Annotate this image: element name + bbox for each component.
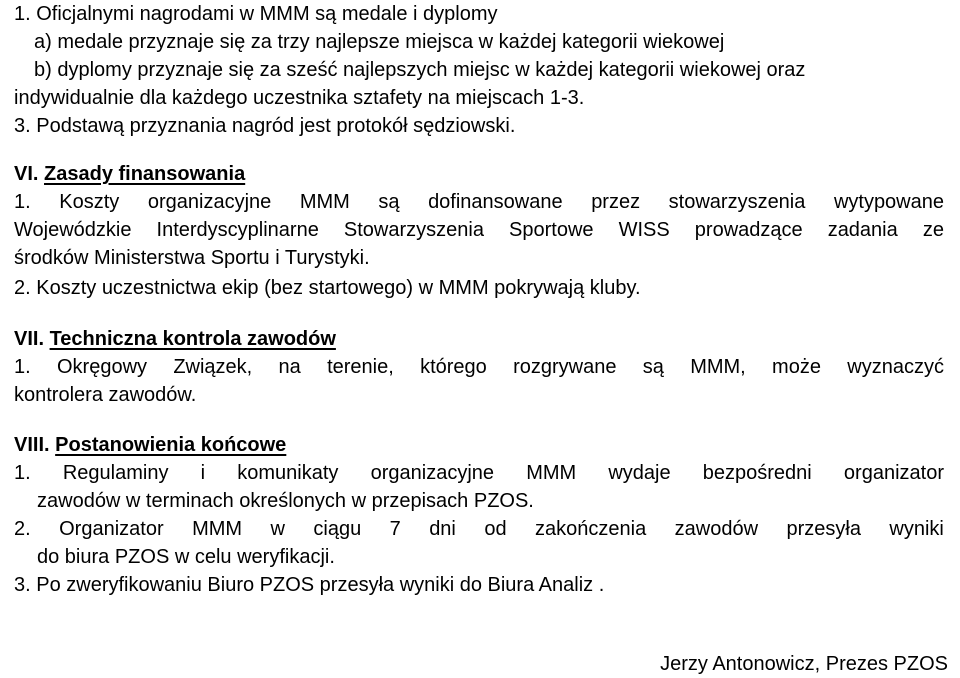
word: Interdyscyplinarne xyxy=(156,219,319,241)
word: dofinansowane xyxy=(428,191,563,213)
word: przesyła xyxy=(786,518,861,540)
word: zawodów xyxy=(674,518,759,540)
word: są xyxy=(642,356,664,378)
list-item: zawodów w terminach określonych w przepisach PZOS. xyxy=(37,490,534,512)
word: Stowarzyszenia xyxy=(343,219,484,241)
list-item: do biura PZOS w celu weryfikacji. xyxy=(37,546,335,568)
list-item xyxy=(14,190,944,214)
word: wyniki xyxy=(889,518,944,540)
word: 1. xyxy=(14,356,31,378)
word: Okręgowy xyxy=(56,356,148,378)
word: 1. xyxy=(14,191,31,213)
section-heading xyxy=(14,162,245,186)
word: wytypowane xyxy=(833,191,944,213)
word: 2. xyxy=(14,518,31,540)
section-number: VIII. xyxy=(14,434,50,456)
section-number: VI. xyxy=(14,163,39,185)
word: ciągu xyxy=(313,518,362,540)
word: są xyxy=(378,191,400,213)
word: Organizator xyxy=(59,518,164,540)
list-item: indywidualnie dla każdego uczestnika sztafety na miejscach 1-3. xyxy=(14,87,585,109)
word: Związek, xyxy=(173,356,253,378)
word: dni xyxy=(429,518,456,540)
word: którego xyxy=(420,356,487,378)
list-item: środków Ministerstwa Sportu i Turystyki. xyxy=(14,247,370,269)
word: ze xyxy=(922,219,944,241)
word: na xyxy=(278,356,301,378)
list-item xyxy=(14,355,944,379)
list-item xyxy=(14,517,944,541)
word: MMM, xyxy=(690,356,746,378)
signature: Jerzy Antonowicz, Prezes PZOS xyxy=(660,653,948,675)
word: zadania xyxy=(827,219,898,241)
word: wydaje xyxy=(608,462,671,484)
word: Wojewódzkie xyxy=(14,219,132,241)
word: terenie, xyxy=(327,356,394,378)
list-item: 3. Po zweryfikowaniu Biuro PZOS przesyła wyniki do Biura Analiz . xyxy=(14,574,605,596)
word: MMM xyxy=(526,462,577,484)
word: komunikaty xyxy=(237,462,339,484)
word: organizacyjne xyxy=(147,191,272,213)
word: w xyxy=(270,518,285,540)
word: i xyxy=(200,462,206,484)
word: prowadzące xyxy=(694,219,803,241)
word: rozgrywane xyxy=(513,356,617,378)
section-heading xyxy=(14,327,336,351)
word: wyznaczyć xyxy=(847,356,944,378)
word: stowarzyszenia xyxy=(668,191,806,213)
word: organizacyjne xyxy=(370,462,495,484)
word: MMM xyxy=(192,518,243,540)
list-item: 3. Podstawą przyznania nagród jest protokół sędziowski. xyxy=(14,115,516,137)
word: 1. xyxy=(14,462,31,484)
word: Sportowe xyxy=(509,219,594,241)
section-title: Postanowienia końcowe xyxy=(55,434,287,456)
list-item xyxy=(14,461,944,485)
section-title: Zasady finansowania xyxy=(44,163,246,185)
word: może xyxy=(772,356,821,378)
section-title: Techniczna kontrola zawodów xyxy=(49,328,336,350)
word: od xyxy=(484,518,507,540)
list-item xyxy=(14,218,944,242)
word: MMM xyxy=(299,191,350,213)
word: zakończenia xyxy=(535,518,647,540)
list-item: a) medale przyznaje się za trzy najlepsze miejsca w każdej kategorii wiekowej xyxy=(34,31,725,53)
word: Koszty xyxy=(59,191,120,213)
section-number: VII. xyxy=(14,328,45,350)
word: bezpośredni xyxy=(702,462,812,484)
word: WISS xyxy=(618,219,670,241)
list-item: 2. Koszty uczestnictwa ekip (bez startowego) w MMM pokrywają kluby. xyxy=(14,277,641,299)
list-item: b) dyplomy przyznaje się za sześć najlepszych miejsc w każdej kategorii wiekowej oraz xyxy=(34,59,806,81)
list-item: 1. Oficjalnymi nagrodami w MMM są medale i dyplomy xyxy=(14,3,498,25)
word: Regulaminy xyxy=(62,462,169,484)
word: przez xyxy=(591,191,641,213)
word: 7 xyxy=(389,518,401,540)
section-heading xyxy=(14,433,286,457)
list-item: kontrolera zawodów. xyxy=(14,384,197,406)
word: organizator xyxy=(843,462,944,484)
